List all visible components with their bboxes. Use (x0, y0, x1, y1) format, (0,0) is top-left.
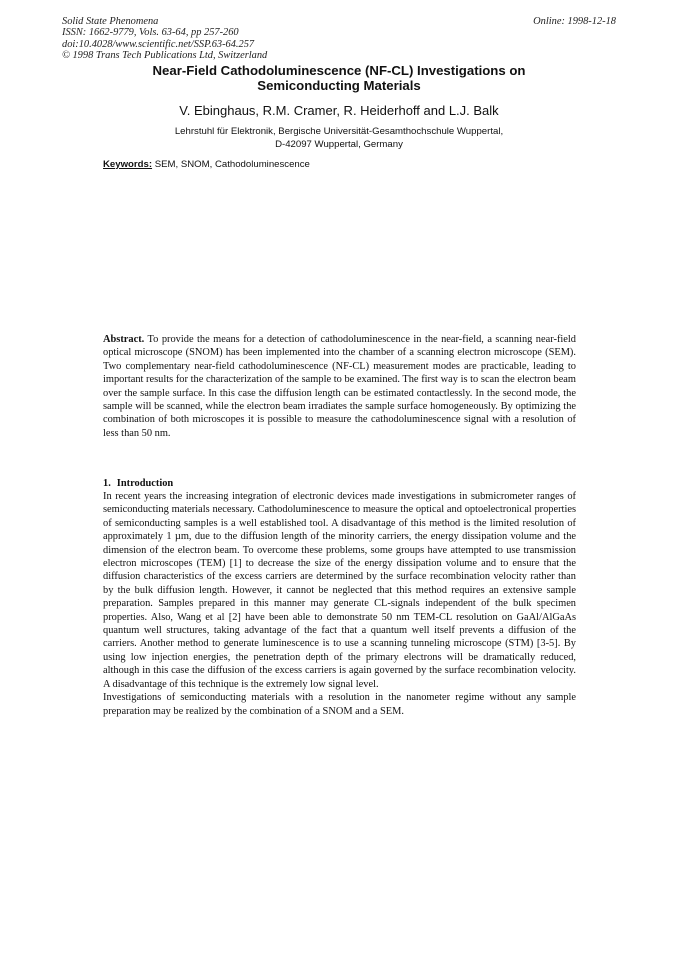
section-number: 1. (103, 478, 111, 489)
affiliation-line-1: Lehrstuhl für Elektronik, Bergische Universität-Gesamthochschule Wuppertal, (174, 126, 504, 137)
journal-metadata (62, 16, 267, 62)
keywords-text: SEM, SNOM, Cathodoluminescence (154, 159, 310, 170)
introduction-body (103, 490, 576, 718)
abstract-label: Abstract. (103, 334, 145, 345)
paper-title (0, 63, 678, 93)
affiliation-line-2: D-42097 Wuppertal, Germany (275, 138, 403, 150)
title-line-2: Semiconducting Materials (257, 78, 421, 93)
journal-name: Solid State Phenomena (62, 16, 159, 27)
issn-line: ISSN: 1662-9779, Vols. 63-64, pp 257-260 (62, 27, 239, 39)
affiliation (0, 126, 678, 151)
intro-paragraph-2: Investigations of semiconducting materials with a resolution in the nanometer regime without any sample preparation may be realized by the combination of a SNOM and a SEM. (103, 692, 576, 717)
copyright-line: © 1998 Trans Tech Publications Ltd, Switzerland (62, 50, 268, 62)
title-line-1: Near-Field Cathodoluminescence (NF-CL) Investigations on (152, 63, 526, 78)
keywords (103, 159, 310, 170)
doi-line[interactable]: doi:10.4028/www.scientific.net/SSP.63-64.257 (62, 38, 255, 50)
intro-paragraph-1: In recent years the increasing integration of electronic devices made investigations in submicrometer ranges of semiconducting materials necessary. Cathodoluminescence to measure the optical and optoelectronical properties of semiconducting samples is a well established tool. A disadvantage of this method is the limited resolution of approximately 1 µm, due to the diffusion length of the minority carriers, the energy dissipation volume and the dimension of the electron beam. To overcome these problems, some groups have attempted to use transmission electron microscopes (TEM) [1] to decrease the size of the energy dissipation volume and to ensure that the diffusion characteristics of the excess carriers are determined by the surface recombination velocity rather than by the bulk diffusion length. However, it cannot be neglected that this method requires an extensive sample preparation. Samples prepared in this manner may generate CL-signals independent of the bulk specimen properties. Also, Wang et al [2] have been able to demonstrate 50 nm TEM-CL resolution on GaAl/AlGaAs quantum well structures, taking advantage of the fact that a quantum well itself prevents a diffusion of the carriers. Another method to generate luminescence is to use a scanning tunneling microscope (STM) [3-5]. By using low injection energies, the penetration depth of the primary electrons will be dramatically reduced, although in this case the diffusion of the excess carriers is again governed by the surface recombination velocity. A disadvantage of this technique is the extremely low signal level. (103, 491, 576, 690)
introduction-heading (103, 478, 173, 489)
keywords-label: Keywords: (103, 159, 153, 170)
section-title: Introduction (116, 478, 174, 489)
abstract-text: To provide the means for a detection of cathodoluminescence in the near-field, a scanning near-field optical microscope (SNOM) has been implemented into the chamber of a scanning electron microscope (SEM). Two complementary near-field cathodoluminescence (NF-CL) measurement modes are practicable, leading to important results for the characterization of the sample to be examined. The first way is to scan the electron beam over the sample surface. In this case the diffusion length can be estimated contactlessly. In the second mode, the sample will be scanned, while the electron beam irradiates the sample surface homogeneously. By optimizing the combination of both microscopes it is possible to measure the cathodoluminescence signal with a resolution of less than 50 nm. (103, 334, 576, 439)
abstract (103, 333, 576, 440)
online-date: Online: 1998-12-18 (533, 16, 616, 27)
authors: V. Ebinghaus, R.M. Cramer, R. Heiderhoff and L.J. Balk (179, 103, 499, 118)
